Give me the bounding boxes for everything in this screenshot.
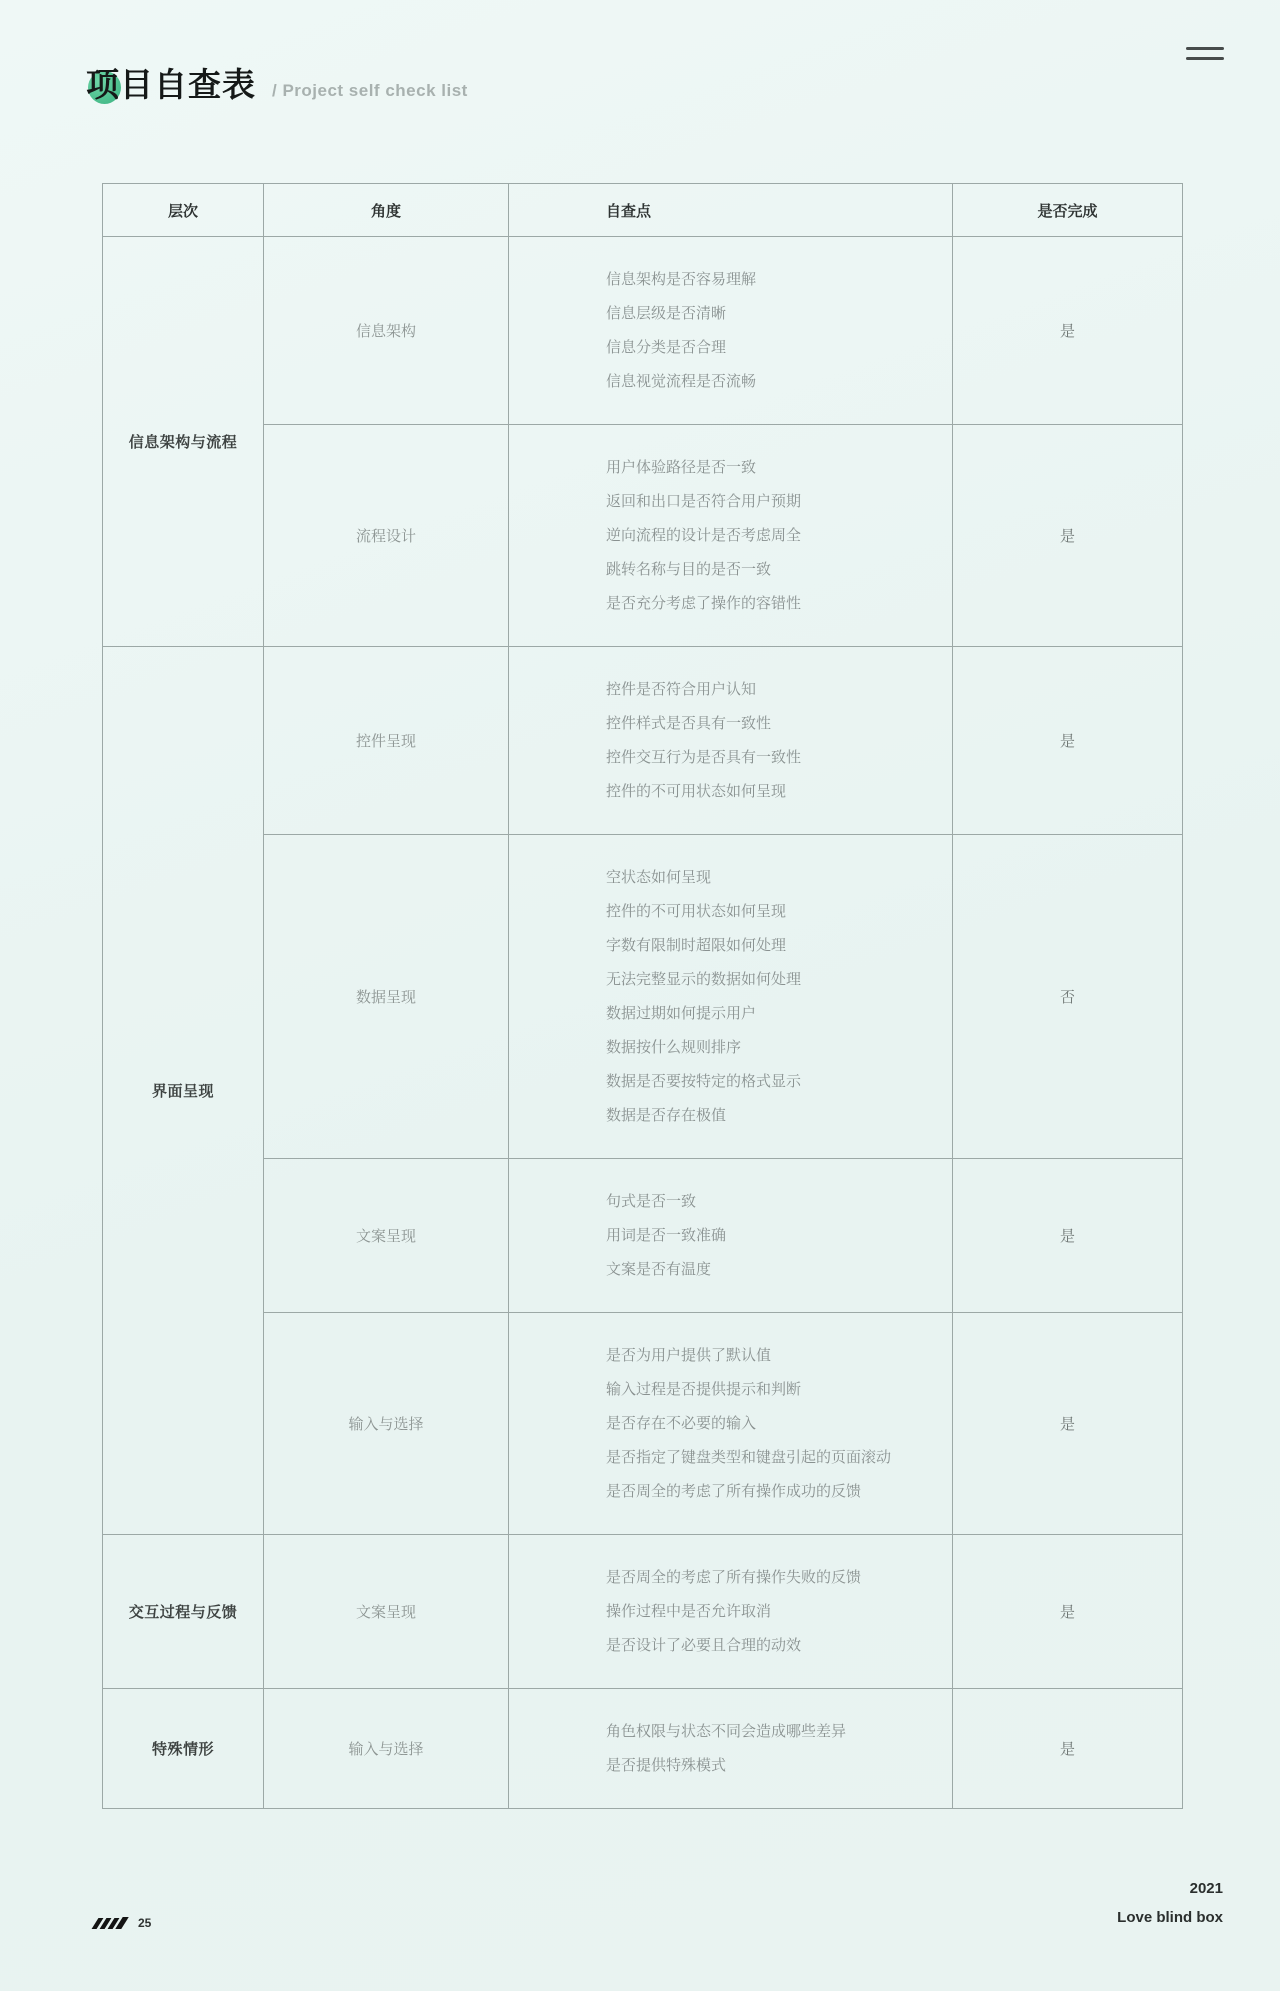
- footer-left: [95, 1916, 151, 1930]
- slash-logo-icon: [95, 1917, 128, 1929]
- footer-right: [1117, 1880, 1223, 1926]
- check-item: 信息视觉流程是否流畅: [606, 372, 757, 390]
- check-item: 输入过程是否提供提示和判断: [606, 1380, 802, 1398]
- self-check-table-wrap: [102, 183, 1182, 1809]
- check-item: 控件样式是否具有一致性: [606, 714, 772, 732]
- footer-year: 2021: [1189, 1880, 1223, 1897]
- checkpoints-cell: [509, 1313, 953, 1535]
- table-row: [103, 425, 1183, 647]
- level-cell: 界面呈现: [103, 647, 264, 1535]
- check-item: 是否设计了必要且合理的动效: [606, 1636, 802, 1654]
- check-item: 信息层级是否清晰: [606, 304, 727, 322]
- footer-brand: Love blind box: [1117, 1909, 1223, 1926]
- angle-cell: 文案呈现: [264, 1159, 509, 1313]
- check-item: 字数有限制时超限如何处理: [606, 936, 787, 954]
- table-row: [103, 1689, 1183, 1809]
- table-row: [103, 237, 1183, 425]
- angle-cell: 控件呈现: [264, 647, 509, 835]
- done-cell: 是: [953, 1313, 1183, 1535]
- check-item: 句式是否一致: [606, 1192, 697, 1210]
- check-item: 信息架构是否容易理解: [606, 270, 757, 288]
- page-title: 项目自查表: [86, 66, 256, 103]
- check-item: 控件的不可用状态如何呈现: [606, 782, 787, 800]
- column-header: 是否完成: [953, 184, 1183, 237]
- column-header: 层次: [103, 184, 264, 237]
- check-item: 控件的不可用状态如何呈现: [606, 902, 787, 920]
- done-cell: 是: [953, 1159, 1183, 1313]
- column-header: 角度: [264, 184, 509, 237]
- level-cell: 交互过程与反馈: [103, 1535, 264, 1689]
- check-item: 文案是否有温度: [606, 1260, 712, 1278]
- check-item: 用词是否一致准确: [606, 1226, 727, 1244]
- check-item: 是否充分考虑了操作的容错性: [606, 594, 802, 612]
- done-cell: 是: [953, 237, 1183, 425]
- table-row: [103, 835, 1183, 1159]
- check-item: 是否周全的考虑了所有操作失败的反馈: [606, 1568, 862, 1586]
- checkpoints-cell: [509, 425, 953, 647]
- check-item: 是否存在不必要的输入: [606, 1414, 757, 1432]
- column-header: 自查点: [509, 184, 953, 237]
- check-item: 角色权限与状态不同会造成哪些差异: [606, 1722, 847, 1740]
- check-item: 控件交互行为是否具有一致性: [606, 748, 802, 766]
- page-header: [86, 66, 468, 104]
- angle-cell: 数据呈现: [264, 835, 509, 1159]
- check-item: 是否为用户提供了默认值: [606, 1346, 772, 1364]
- check-item: 用户体验路径是否一致: [606, 458, 757, 476]
- page-number: 25: [138, 1916, 152, 1930]
- hamburger-bar: [1186, 57, 1224, 60]
- table-body: [103, 237, 1183, 1809]
- table-row: [103, 647, 1183, 835]
- table-header-row: [103, 184, 1183, 237]
- angle-cell: 输入与选择: [264, 1313, 509, 1535]
- check-item: 逆向流程的设计是否考虑周全: [606, 526, 802, 544]
- check-item: 信息分类是否合理: [606, 338, 727, 356]
- check-item: 控件是否符合用户认知: [606, 680, 757, 698]
- check-item: 数据是否存在极值: [606, 1106, 727, 1124]
- done-cell: 是: [953, 1689, 1183, 1809]
- checkpoints-cell: [509, 647, 953, 835]
- check-item: 是否提供特殊模式: [606, 1756, 727, 1774]
- table-row: [103, 1159, 1183, 1313]
- checkpoints-cell: [509, 835, 953, 1159]
- check-item: 是否周全的考虑了所有操作成功的反馈: [606, 1482, 862, 1500]
- angle-cell: 输入与选择: [264, 1689, 509, 1809]
- page-subtitle: / Project self check list: [272, 81, 468, 100]
- check-item: 返回和出口是否符合用户预期: [606, 492, 802, 510]
- checkpoints-cell: [509, 1535, 953, 1689]
- angle-cell: 流程设计: [264, 425, 509, 647]
- hamburger-menu-icon[interactable]: [1186, 47, 1224, 60]
- check-item: 空状态如何呈现: [606, 868, 712, 886]
- check-item: 数据按什么规则排序: [606, 1038, 742, 1056]
- checkpoints-cell: [509, 1689, 953, 1809]
- done-cell: 是: [953, 647, 1183, 835]
- checkpoints-cell: [509, 1159, 953, 1313]
- done-cell: 否: [953, 835, 1183, 1159]
- check-item: 跳转名称与目的是否一致: [606, 560, 772, 578]
- check-item: 数据过期如何提示用户: [606, 1004, 757, 1022]
- check-item: 是否指定了键盘类型和键盘引起的页面滚动: [606, 1448, 892, 1466]
- angle-cell: 文案呈现: [264, 1535, 509, 1689]
- table-row: [103, 1535, 1183, 1689]
- hamburger-bar: [1186, 47, 1224, 50]
- check-item: 操作过程中是否允许取消: [606, 1602, 772, 1620]
- checkpoints-cell: [509, 237, 953, 425]
- self-check-table: [102, 183, 1183, 1809]
- angle-cell: 信息架构: [264, 237, 509, 425]
- table-row: [103, 1313, 1183, 1535]
- check-item: 数据是否要按特定的格式显示: [606, 1072, 802, 1090]
- done-cell: 是: [953, 1535, 1183, 1689]
- done-cell: 是: [953, 425, 1183, 647]
- level-cell: 信息架构与流程: [103, 237, 264, 647]
- check-item: 无法完整显示的数据如何处理: [606, 970, 802, 988]
- level-cell: 特殊情形: [103, 1689, 264, 1809]
